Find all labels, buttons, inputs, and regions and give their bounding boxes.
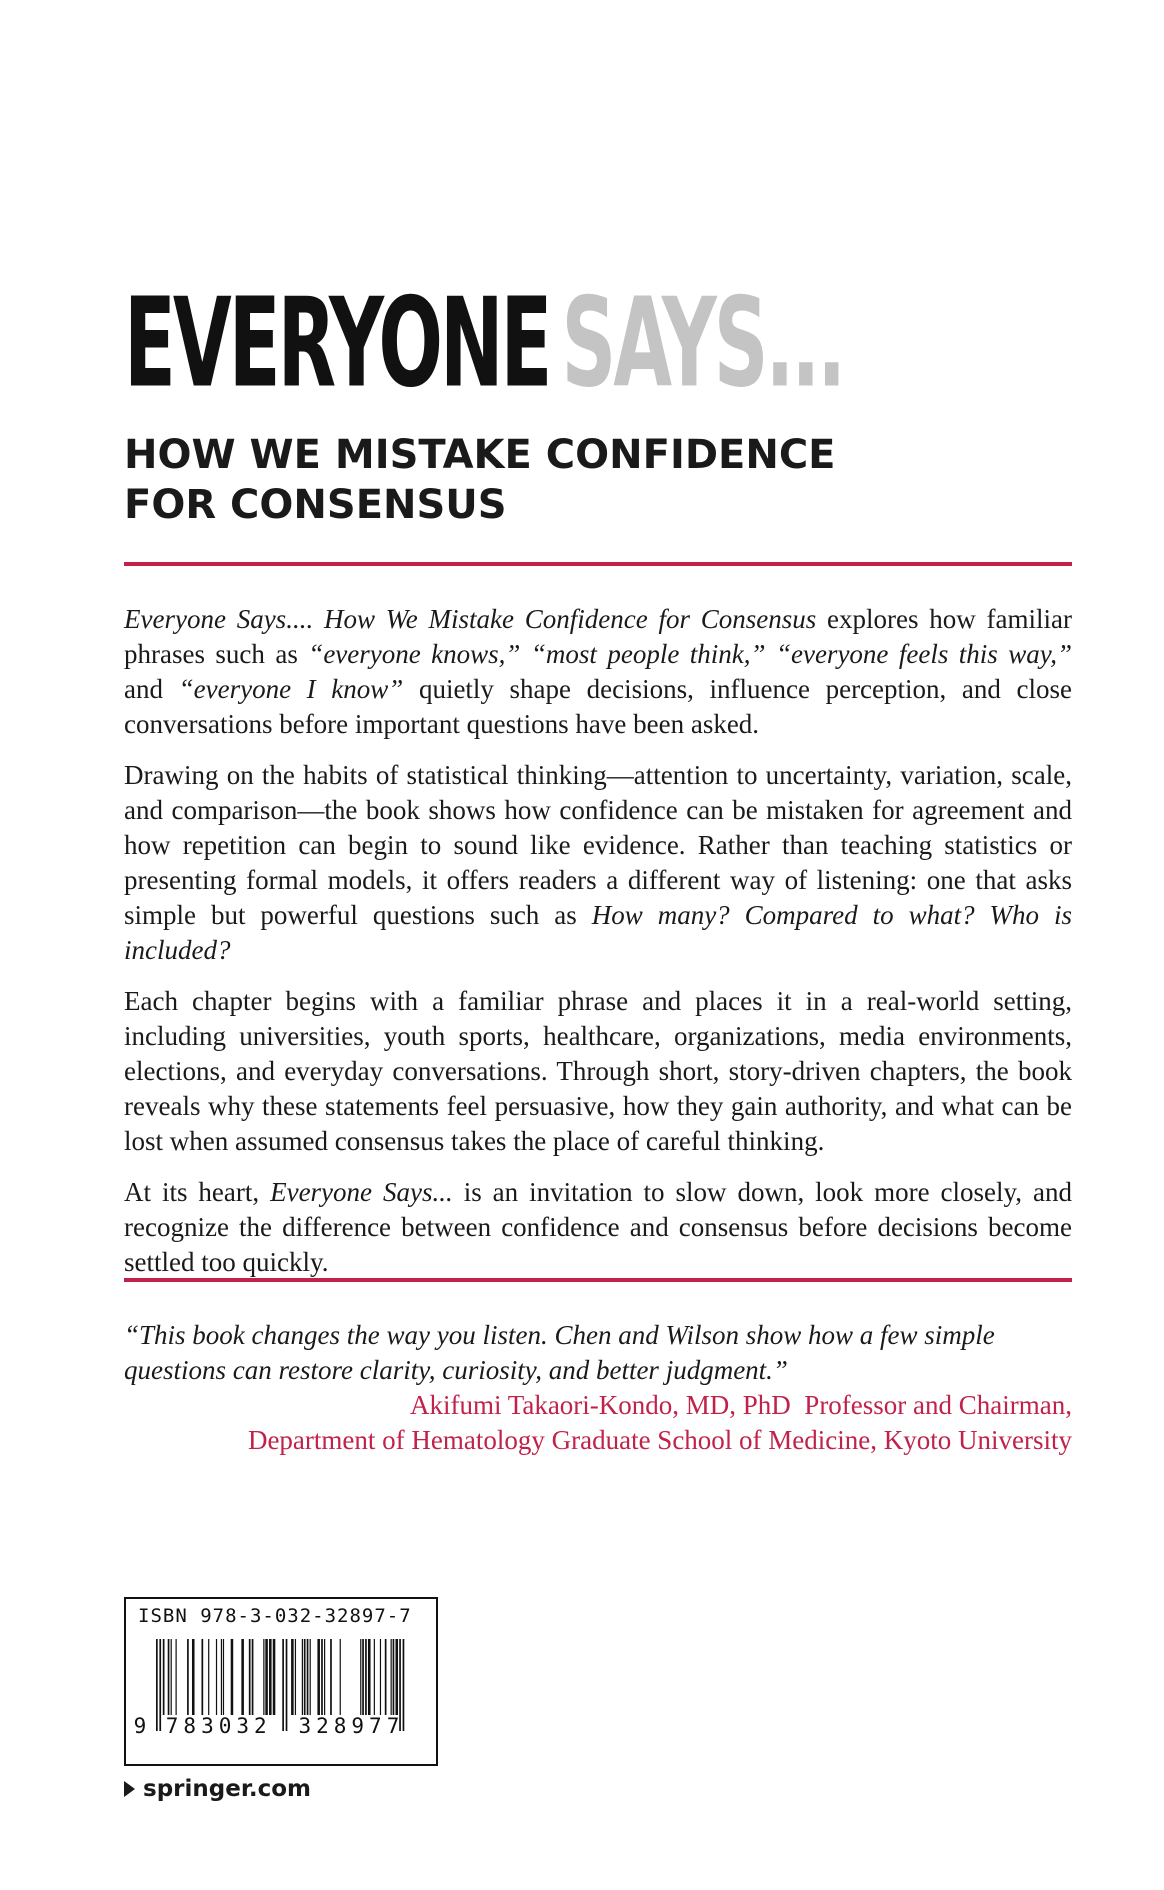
- text-run: Drawing on the habits of statistical thinking—attention to uncertainty, variation, scale, and comparison—the book shows how confidence can be mistaken for agreement and how repetition can begin to sound like evidence. Rather than teaching statistics or presenting formal models, it offers readers a different way of listening: one that asks simple but powerful questions such as: [124, 760, 1072, 930]
- play-arrow-icon: [124, 1781, 135, 1797]
- blurb: [124, 602, 1072, 1296]
- barcode-bar: [249, 1639, 251, 1715]
- barcode-bar: [310, 1639, 311, 1715]
- barcode-bar: [221, 1639, 222, 1715]
- subtitle-line-1: HOW WE MISTAKE CONFIDENCE: [124, 432, 836, 478]
- barcode-bar: [192, 1639, 195, 1715]
- barcode-bar: [321, 1639, 323, 1715]
- barcode-bar: [365, 1639, 367, 1715]
- back-cover: [124, 0, 1072, 1890]
- barcode-bar: [223, 1639, 224, 1715]
- barcode-bar: [374, 1639, 375, 1715]
- barcode-icon: [126, 1635, 436, 1765]
- barcode-bar: [395, 1639, 398, 1715]
- barcode-bar: [216, 1639, 217, 1715]
- endorsement: [124, 1318, 1072, 1458]
- barcode-bar: [368, 1639, 371, 1715]
- text-run: quietly shape decisions, influence perception, and close conversations before important questions have been asked.: [124, 674, 1072, 739]
- barcode-bar: [304, 1639, 306, 1715]
- barcode-bar: [324, 1639, 325, 1715]
- barcode-digits-3: 328977: [298, 1714, 405, 1738]
- publisher-link[interactable]: [124, 1776, 311, 1802]
- barcode-bar: [291, 1639, 294, 1715]
- barcode-bar: [187, 1639, 189, 1715]
- barcode-bar: [307, 1639, 309, 1715]
- barcode-bar: [391, 1639, 392, 1715]
- barcode-digits-2: 783032: [165, 1714, 272, 1738]
- italic-text: “everyone I know”: [178, 674, 404, 704]
- barcode-bar: [156, 1639, 158, 1731]
- book-title: [124, 270, 844, 415]
- text-run: At its heart,: [124, 1177, 271, 1207]
- barcode-bar: [241, 1639, 244, 1715]
- barcode-bar: [208, 1639, 209, 1715]
- barcode-bar: [340, 1639, 341, 1715]
- barcode-bar: [362, 1639, 364, 1715]
- barcode-bar: [330, 1639, 332, 1715]
- barcode-bar: [159, 1639, 161, 1731]
- top-divider: [124, 562, 1072, 566]
- barcode-bar: [231, 1639, 234, 1715]
- barcode-bar: [385, 1639, 387, 1715]
- blurb-paragraph-4: [124, 1175, 1072, 1280]
- barcode-bar: [317, 1639, 320, 1715]
- barcode-bar: [302, 1639, 303, 1715]
- barcode-bar: [360, 1639, 361, 1715]
- barcode-bar: [252, 1639, 254, 1715]
- endorsement-attribution-line-2: Department of Hematology Graduate School of Medicine, Kyoto University: [247, 1425, 1072, 1455]
- barcode-bar: [201, 1639, 203, 1715]
- isbn-barcode-box: [124, 1597, 438, 1766]
- text-run: and: [124, 674, 179, 704]
- italic-text: How many? Compared to what? Who is included?: [124, 900, 1073, 965]
- barcode-bar: [282, 1639, 284, 1731]
- book-subtitle: [124, 430, 1072, 530]
- blurb-paragraph-3: [124, 984, 1072, 1159]
- barcode-digits-1: 9: [133, 1714, 147, 1738]
- barcode-bar: [380, 1639, 381, 1715]
- endorsement-attribution-line-1: Akifumi Takaori-Kondo, MD, PhD Professor and Chairman,: [409, 1390, 1072, 1420]
- text-run: Each chapter begins with a familiar phrase and places it in a real-world setting, including universities, youth sports, healthcare, organizations, media environments, elections, and everyday conversations. Through short, story-driven chapters, the book reveals why these statements feel persuasive, how they gain authority, and what can be lost when assumed consensus takes the place of careful thinking.: [124, 986, 1072, 1156]
- barcode-bar: [163, 1639, 165, 1715]
- barcode-bar: [273, 1639, 276, 1715]
- barcode-bar: [263, 1639, 264, 1715]
- publisher-url: springer.com: [143, 1776, 312, 1802]
- isbn-label: ISBN 978-3-032-32897-7: [138, 1605, 412, 1627]
- endorsement-quote: “This book changes the way you listen. Chen and Wilson show how a few simple questions can restore clarity, curiosity, and better judgment.”: [124, 1320, 995, 1385]
- text-run: is an invitation to slow down, look more closely, and recognize the difference between confidence and consensus before decisions become settled too quickly.: [124, 1177, 1072, 1277]
- barcode-bar: [286, 1639, 288, 1731]
- italic-text: Everyone Says...: [270, 1177, 453, 1207]
- title-word-everyone: EVERYONE: [124, 270, 550, 415]
- blurb-paragraph-1: [124, 602, 1072, 742]
- barcode-bar: [171, 1639, 172, 1715]
- subtitle-line-2: FOR CONSENSUS: [124, 482, 507, 528]
- title-word-says: SAYS...: [561, 270, 844, 415]
- bottom-divider: [124, 1278, 1072, 1282]
- blurb-paragraph-2: [124, 758, 1072, 968]
- barcode-bar: [269, 1639, 272, 1715]
- barcode-bar: [393, 1639, 395, 1715]
- italic-text: Everyone Says.... How We Mistake Confidence for Consensus: [124, 604, 817, 634]
- italic-text: “everyone knows,” “most people think,” “everyone feels this way,”: [308, 639, 1072, 669]
- text-run: explores how familiar phrases such as: [124, 604, 1072, 669]
- barcode-bar: [265, 1639, 268, 1715]
- barcode-bar: [176, 1639, 177, 1715]
- barcode-bar: [168, 1639, 170, 1715]
- barcode-bar: [295, 1639, 296, 1715]
